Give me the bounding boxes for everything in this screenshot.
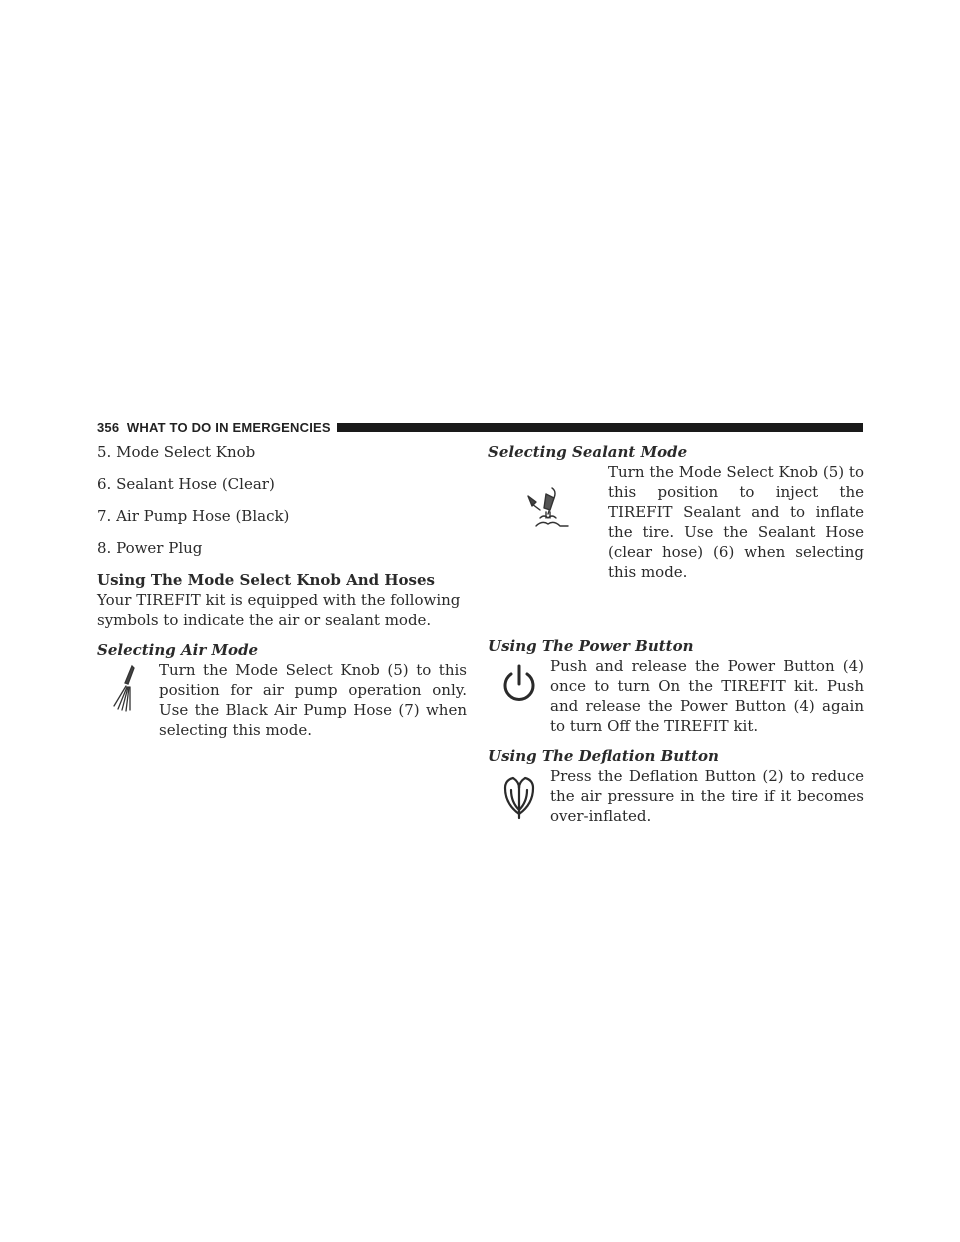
sealant-mode-block bbox=[488, 462, 864, 582]
left-column bbox=[97, 442, 467, 740]
list-item-sealant-hose: 6. Sealant Hose (Clear) bbox=[97, 475, 275, 493]
list-item-air-pump-hose: 7. Air Pump Hose (Black) bbox=[97, 507, 290, 525]
air-mode-text: Turn the Mode Select Knob (5) to this position for air pump operation only. Use the Black Air Pump Hose (7) when selecting this mode. bbox=[159, 661, 467, 739]
sealant-mode-heading: Selecting Sealant Mode bbox=[488, 443, 688, 461]
power-button-heading: Using The Power Button bbox=[488, 637, 694, 655]
header-text bbox=[97, 420, 337, 435]
sealant-mode-icon bbox=[488, 484, 608, 554]
deflation-button-heading: Using The Deflation Button bbox=[488, 747, 719, 765]
list-item-power-plug: 8. Power Plug bbox=[97, 539, 203, 557]
section-title: WHAT TO DO IN EMERGENCIES bbox=[126, 419, 331, 435]
page-header bbox=[97, 419, 863, 435]
power-button-text: Push and release the Power Button (4) once to turn On the TIREFIT kit. Push and release the Power Button (4) again to turn Off the TIREFIT kit. bbox=[550, 657, 864, 735]
deflation-button-block bbox=[488, 766, 864, 826]
deflation-button-text: Press the Deflation Button (2) to reduce the air pressure in the tire if it becomes over-inflated. bbox=[550, 767, 864, 825]
list-item-mode-select-knob: 5. Mode Select Knob bbox=[97, 443, 256, 461]
header-rule bbox=[337, 423, 863, 432]
intro-paragraph: Your TIREFIT kit is equipped with the following symbols to indicate the air or sealant mode. bbox=[97, 591, 461, 629]
sealant-mode-text: Turn the Mode Select Knob (5) to this position to inject the TIREFIT Sealant and to inflate the tire. Use the Sealant Hose (clear hose) (6) when selecting this mode. bbox=[608, 463, 864, 581]
page-number: 356 bbox=[97, 419, 120, 435]
deflation-icon bbox=[488, 774, 550, 824]
air-mode-block bbox=[97, 660, 467, 740]
air-mode-icon bbox=[97, 662, 159, 722]
power-button-block bbox=[488, 656, 864, 736]
air-mode-heading: Selecting Air Mode bbox=[97, 641, 259, 659]
section-heading-mode-select: Using The Mode Select Knob And Hoses bbox=[97, 571, 435, 589]
power-icon bbox=[488, 662, 550, 712]
right-column bbox=[488, 442, 864, 826]
